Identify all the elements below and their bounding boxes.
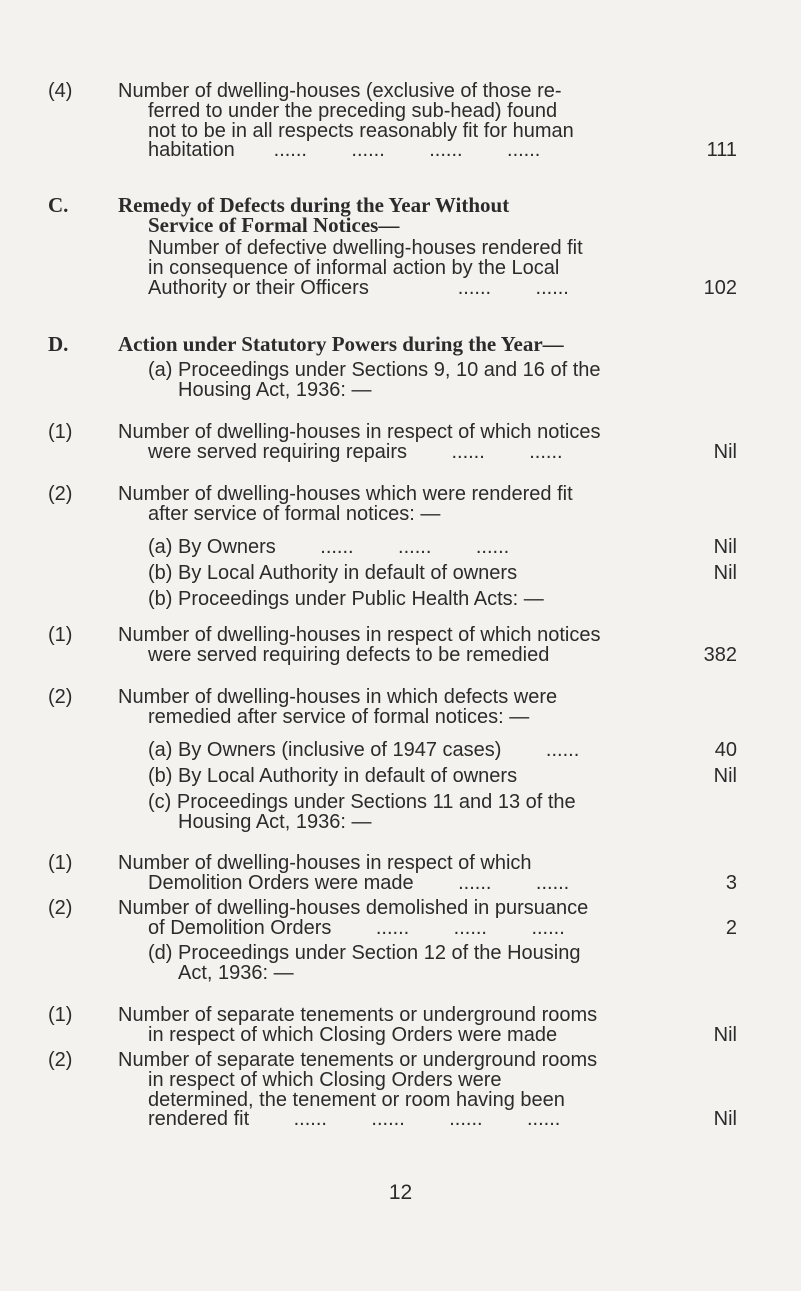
item-number: (2) xyxy=(48,897,73,919)
item-e2b xyxy=(0,767,801,787)
item-f2 xyxy=(0,899,801,939)
text-line: Number of separate tenements or underground rooms xyxy=(118,1049,598,1071)
item-number: (1) xyxy=(48,1004,73,1026)
item-d xyxy=(0,332,801,356)
item-value: 2 xyxy=(725,916,737,939)
item-number: (4) xyxy=(48,80,73,102)
item-value: Nil xyxy=(713,1108,737,1131)
item-text xyxy=(148,361,601,401)
text-line: Authority or their Officers ...... ...... xyxy=(148,276,569,299)
text-line: Number of dwelling-houses in respect of which xyxy=(118,852,532,874)
text-line: rendered fit ...... ...... ...... ...... xyxy=(148,1108,561,1131)
item-r1 xyxy=(0,82,801,161)
text-line: (a) By Owners ...... ...... ...... xyxy=(148,536,510,558)
text-line: (b) By Local Authority in default of owners xyxy=(148,765,518,787)
item-value: 102 xyxy=(703,276,737,299)
item-g1 xyxy=(0,1006,801,1046)
item-text xyxy=(118,193,510,237)
text-line: (b) Proceedings under Public Health Acts: — xyxy=(148,588,544,610)
item-value: Nil xyxy=(713,765,737,787)
text-line: Service of Formal Notices— xyxy=(148,212,400,237)
text-line: Number of dwelling-houses (exclusive of those re- xyxy=(118,80,562,102)
text-line: Number of defective dwelling-houses rendered fit xyxy=(148,237,583,259)
text-line: Housing Act, 1936: — xyxy=(178,810,372,833)
item-d2 xyxy=(0,485,801,525)
text-line: Number of separate tenements or underground rooms xyxy=(118,1004,598,1026)
item-db xyxy=(0,590,801,610)
item-value: Nil xyxy=(713,562,737,584)
item-value: Nil xyxy=(713,440,737,463)
text-line: (a) Proceedings under Sections 9, 10 and 16 of the xyxy=(148,359,601,381)
item-text xyxy=(118,423,600,463)
item-text xyxy=(148,944,581,984)
page-number: 12 xyxy=(388,1181,413,1204)
item-c1 xyxy=(0,239,801,298)
item-text xyxy=(118,899,588,939)
item-number: (2) xyxy=(48,483,73,505)
item-text xyxy=(148,538,509,558)
text-line: Demolition Orders were made ...... ...... xyxy=(148,871,570,894)
text-line: remedied after service of formal notices: — xyxy=(148,705,530,728)
text-line: (a) By Owners (inclusive of 1947 cases) ...... xyxy=(148,739,580,761)
item-text xyxy=(118,485,573,525)
text-line: in respect of which Closing Orders were xyxy=(148,1068,502,1091)
item-number: (1) xyxy=(48,852,73,874)
text-line: in consequence of informal action by the Local xyxy=(148,256,560,279)
text-line: Number of dwelling-houses in respect of which notices xyxy=(118,421,601,443)
item-g2 xyxy=(0,1051,801,1130)
item-text xyxy=(148,239,583,298)
text-line: Housing Act, 1936: — xyxy=(178,378,372,401)
text-line: habitation ...... ...... ...... ...... xyxy=(148,139,541,162)
item-text xyxy=(118,1006,597,1046)
text-line: were served requiring defects to be remedied xyxy=(148,643,550,666)
item-dd xyxy=(0,944,801,984)
item-value: 382 xyxy=(703,643,737,666)
text-line: of Demolition Orders ...... ...... ...... xyxy=(148,916,565,939)
text-line: ferred to under the preceding sub-head) found xyxy=(148,99,558,122)
item-value: 40 xyxy=(714,739,737,761)
item-text xyxy=(148,564,517,584)
item-text xyxy=(148,793,576,833)
text-line: (d) Proceedings under Section 12 of the Housing xyxy=(148,942,581,964)
item-text xyxy=(118,854,569,894)
item-e1 xyxy=(0,626,801,666)
item-c xyxy=(0,193,801,237)
item-text xyxy=(118,332,564,356)
item-number: (2) xyxy=(48,1049,73,1071)
item-text xyxy=(148,741,579,761)
item-value: 111 xyxy=(706,139,737,162)
item-dc xyxy=(0,793,801,833)
text-line: were served requiring repairs ...... ...... xyxy=(148,440,563,463)
item-text xyxy=(118,626,600,666)
text-line: Remedy of Defects during the Year Without xyxy=(118,193,510,217)
text-line: in respect of which Closing Orders were made xyxy=(148,1023,558,1046)
item-text xyxy=(148,767,517,787)
item-number: D. xyxy=(48,332,69,356)
item-value: Nil xyxy=(713,536,737,558)
text-line: Act, 1936: — xyxy=(178,961,294,984)
item-d1 xyxy=(0,423,801,463)
item-number: (1) xyxy=(48,421,73,443)
item-e2 xyxy=(0,688,801,728)
text-line: determined, the tenement or room having been xyxy=(148,1088,565,1111)
item-number: (1) xyxy=(48,624,73,646)
item-e2a xyxy=(0,741,801,761)
item-value: Nil xyxy=(713,1023,737,1046)
text-line: after service of formal notices: — xyxy=(148,502,441,525)
item-d2b xyxy=(0,564,801,584)
text-line: Number of dwelling-houses in which defects were xyxy=(118,686,558,708)
item-number: (2) xyxy=(48,686,73,708)
text-line: Number of dwelling-houses demolished in pursuance xyxy=(118,897,589,919)
text-line: Action under Statutory Powers during the Year— xyxy=(118,332,564,356)
text-line: Number of dwelling-houses which were rendered fit xyxy=(118,483,573,505)
text-line: (b) By Local Authority in default of owners xyxy=(148,562,518,584)
item-text xyxy=(118,1051,597,1130)
text-line: (c) Proceedings under Sections 11 and 13 of the xyxy=(148,791,576,813)
item-d2a xyxy=(0,538,801,558)
item-value: 3 xyxy=(725,871,737,894)
text-line: Number of dwelling-houses in respect of which notices xyxy=(118,624,601,646)
item-text xyxy=(118,688,557,728)
text-line: not to be in all respects reasonably fit for human xyxy=(148,119,574,142)
item-f1 xyxy=(0,854,801,894)
item-text xyxy=(118,82,574,161)
item-da xyxy=(0,361,801,401)
item-text xyxy=(148,590,544,610)
item-number: C. xyxy=(48,193,69,217)
